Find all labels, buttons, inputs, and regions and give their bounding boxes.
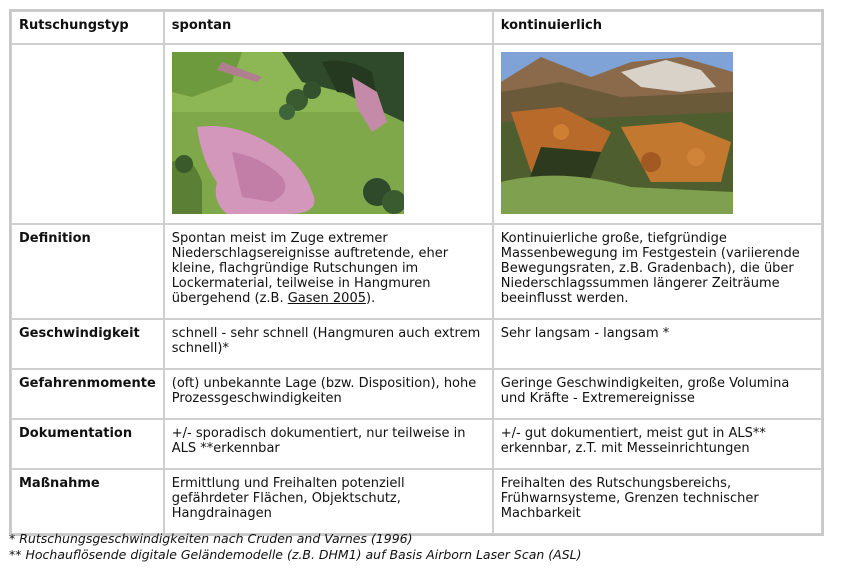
- table-row-massnahme: [11, 469, 822, 534]
- row-label-dokumentation: Dokumentation: [11, 419, 164, 469]
- cell-dokumentation-kontinuierlich: +/- gut dokumentiert, meist gut in ALS** erkennbar, z.T. mit Messeinrichtungen: [493, 419, 822, 469]
- photo-spontan-landslide: [172, 52, 404, 214]
- definition-spontan-text: Spontan meist im Zuge extremer Niederschlagsereignisse auftretende, eher kleine, flachgründige Rutschungen im Lockermaterial, teilweise in Hangmuren übergehend (z.B.: [171, 231, 449, 306]
- image-row-label-cell: [11, 44, 164, 224]
- row-label-gefahrenmomente: Gefahrenmomente: [11, 369, 164, 419]
- cell-geschwindigkeit-spontan: schnell - sehr schnell (Hangmuren auch extrem schnell)*: [164, 319, 493, 369]
- header-kontinuierlich: kontinuierlich: [493, 11, 822, 44]
- cell-massnahme-spontan: Ermittlung und Freihalten potenziell gefährdeter Flächen, Objektschutz, Hangdrainagen: [164, 469, 493, 534]
- cell-geschwindigkeit-kontinuierlich: Sehr langsam - langsam *: [493, 319, 822, 369]
- table-row-geschwindigkeit: [11, 319, 822, 369]
- image-cell-spontan: [164, 44, 493, 224]
- gasen-2005-link[interactable]: Gasen 2005: [287, 291, 366, 306]
- table-row-dokumentation: [11, 419, 822, 469]
- footnote-velocity: * Rutschungsgeschwindigkeiten nach Cruden and Varnes (1996): [9, 531, 413, 546]
- footnote-dem: ** Hochauflösende digitale Geländemodelle (z.B. DHM1) auf Basis Airborn Laser Scan (ASL): [9, 547, 582, 562]
- definition-spontan-text-end: ).: [366, 291, 376, 306]
- cell-gefahrenmomente-spontan: (oft) unbekannte Lage (bzw. Disposition), hohe Prozessgeschwindigkeiten: [164, 369, 493, 419]
- image-cell-kontinuierlich: [493, 44, 822, 224]
- cell-massnahme-kontinuierlich: Freihalten des Rutschungsbereichs, Frühwarnsysteme, Grenzen technischer Machbarkeit: [493, 469, 822, 534]
- row-label-definition: Definition: [11, 224, 164, 319]
- header-rutschungstyp: Rutschungstyp: [11, 11, 164, 44]
- cell-dokumentation-spontan: +/- sporadisch dokumentiert, nur teilweise in ALS **erkennbar: [164, 419, 493, 469]
- table-header-row: [11, 11, 822, 44]
- photo-kontinuierlich-landslide: [501, 52, 733, 214]
- header-spontan: spontan: [164, 11, 493, 44]
- landslide-comparison-table: [9, 9, 824, 536]
- row-label-geschwindigkeit: Geschwindigkeit: [11, 319, 164, 369]
- cell-definition-spontan: [164, 224, 493, 319]
- cell-gefahrenmomente-kontinuierlich: Geringe Geschwindigkeiten, große Volumina und Kräfte - Extremereignisse: [493, 369, 822, 419]
- row-label-massnahme: Maßnahme: [11, 469, 164, 534]
- table-row-definition: [11, 224, 822, 319]
- image-row: [11, 44, 822, 224]
- cell-definition-kontinuierlich: Kontinuierliche große, tiefgründige Massenbewegung im Festgestein (variierende Bewegungsraten, z.B. Gradenbach), die über Niederschlagssummen längerer Zeiträume beeinflusst werden.: [493, 224, 822, 319]
- table-row-gefahrenmomente: [11, 369, 822, 419]
